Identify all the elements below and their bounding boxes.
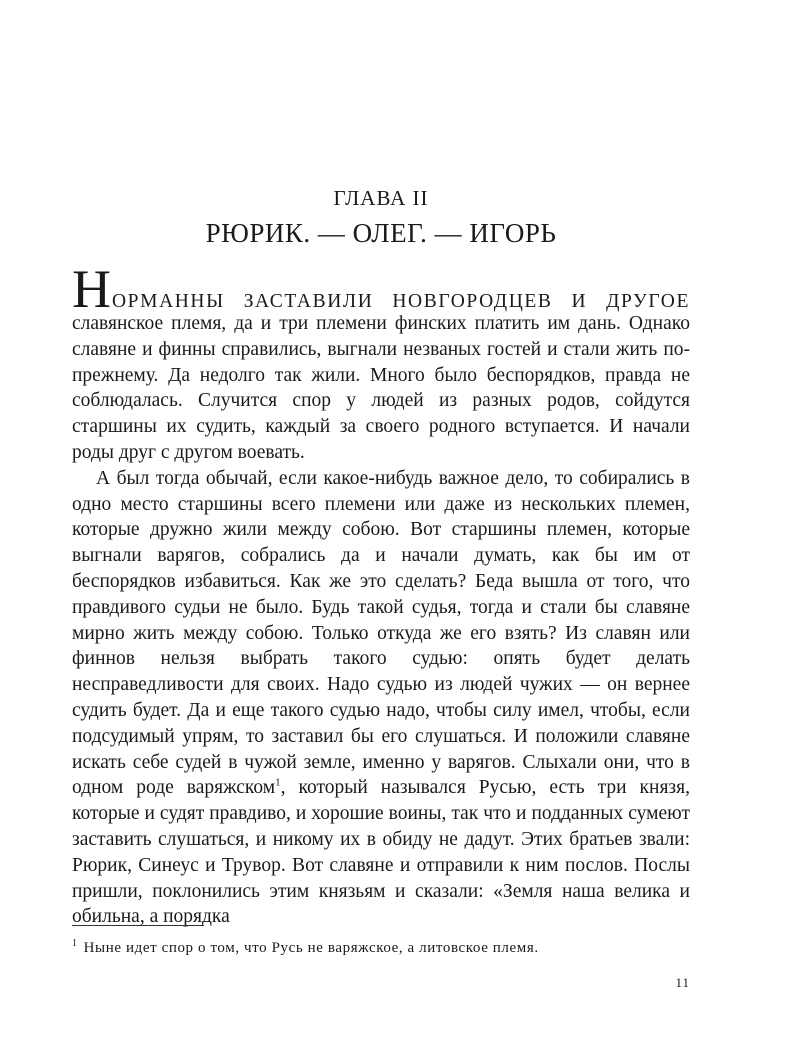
paragraph-2-text-b: , который назывался Русью, есть три князя, которые и судят правдиво, и хорошие воины, так что и подданных сумеют заставить слушаться, и никому их в обиду не дадут. Этих братьев звали: Рюрик, Синеус и Трувор. Вот славяне и отправили к ним послов. Послы пришли, поклонились этим князьям и сказали: «Земля наша велика и обильна, а порядка bbox=[72, 777, 690, 928]
footnote-text: Ныне идет спор о том, что Русь не варяжское, а литовское племя. bbox=[83, 940, 539, 956]
book-page bbox=[72, 0, 690, 1048]
paragraph-1-text: славянское племя, да и три племени финских платить им дань. Однако славяне и финны справились, выгнали незваных гостей и стали жить по-прежнему. Да недолго так жили. Много было беспорядков, правда не соблюдалась. Случится спор у людей из разных родов, сойдутся старшины их судить, каждый за своего родного вступается. И начали роды друг с другом воевать. bbox=[72, 313, 690, 463]
drop-cap: Н bbox=[72, 259, 111, 319]
chapter-title: РЮРИК. — ОЛЕГ. — ИГОРЬ bbox=[205, 218, 557, 248]
opening-line bbox=[72, 259, 690, 319]
body-text bbox=[72, 259, 690, 930]
paragraph-1 bbox=[72, 259, 690, 466]
footnote bbox=[72, 940, 690, 957]
opening-small-caps: ОРМАННЫ ЗАСТАВИЛИ НОВГОРОДЦЕВ И ДРУГОЕ bbox=[112, 291, 690, 312]
footnote-divider bbox=[72, 925, 204, 926]
chapter-label: ГЛАВА II bbox=[333, 186, 429, 210]
page-number: 11 bbox=[675, 975, 690, 990]
footnote-marker: 1 bbox=[72, 938, 78, 949]
footnote-reference[interactable]: 1 bbox=[275, 776, 281, 789]
paragraph-2 bbox=[72, 466, 690, 930]
paragraph-2-text-a: А был тогда обычай, если какое-нибудь важное дело, то собирались в одно место старшины всего племени или даже из нескольких племен, которые дружно жили между собою. Вот старшины племен, которые выгнали варягов, собрались да и начали думать, как бы им от беспорядков избавиться. Как же это сделать? Беда вышла от того, что правдивого судьи не было. Будь такой судья, тогда и стали бы славяне мирно жить между собою. Только откуда же его взять? Из славян или финнов нельзя выбрать такого судью: опять будет делать несправедливости для своих. Надо судью из людей чужих — он вернее судить будет. Да и еще такого судью надо, чтобы силу имел, чтобы, если подсудимый упрям, то заставил бы его слушаться. И положили славяне искать себе судей в чужой земле, именно у варягов. Слыхали они, что в одном роде варяжском bbox=[72, 467, 690, 799]
